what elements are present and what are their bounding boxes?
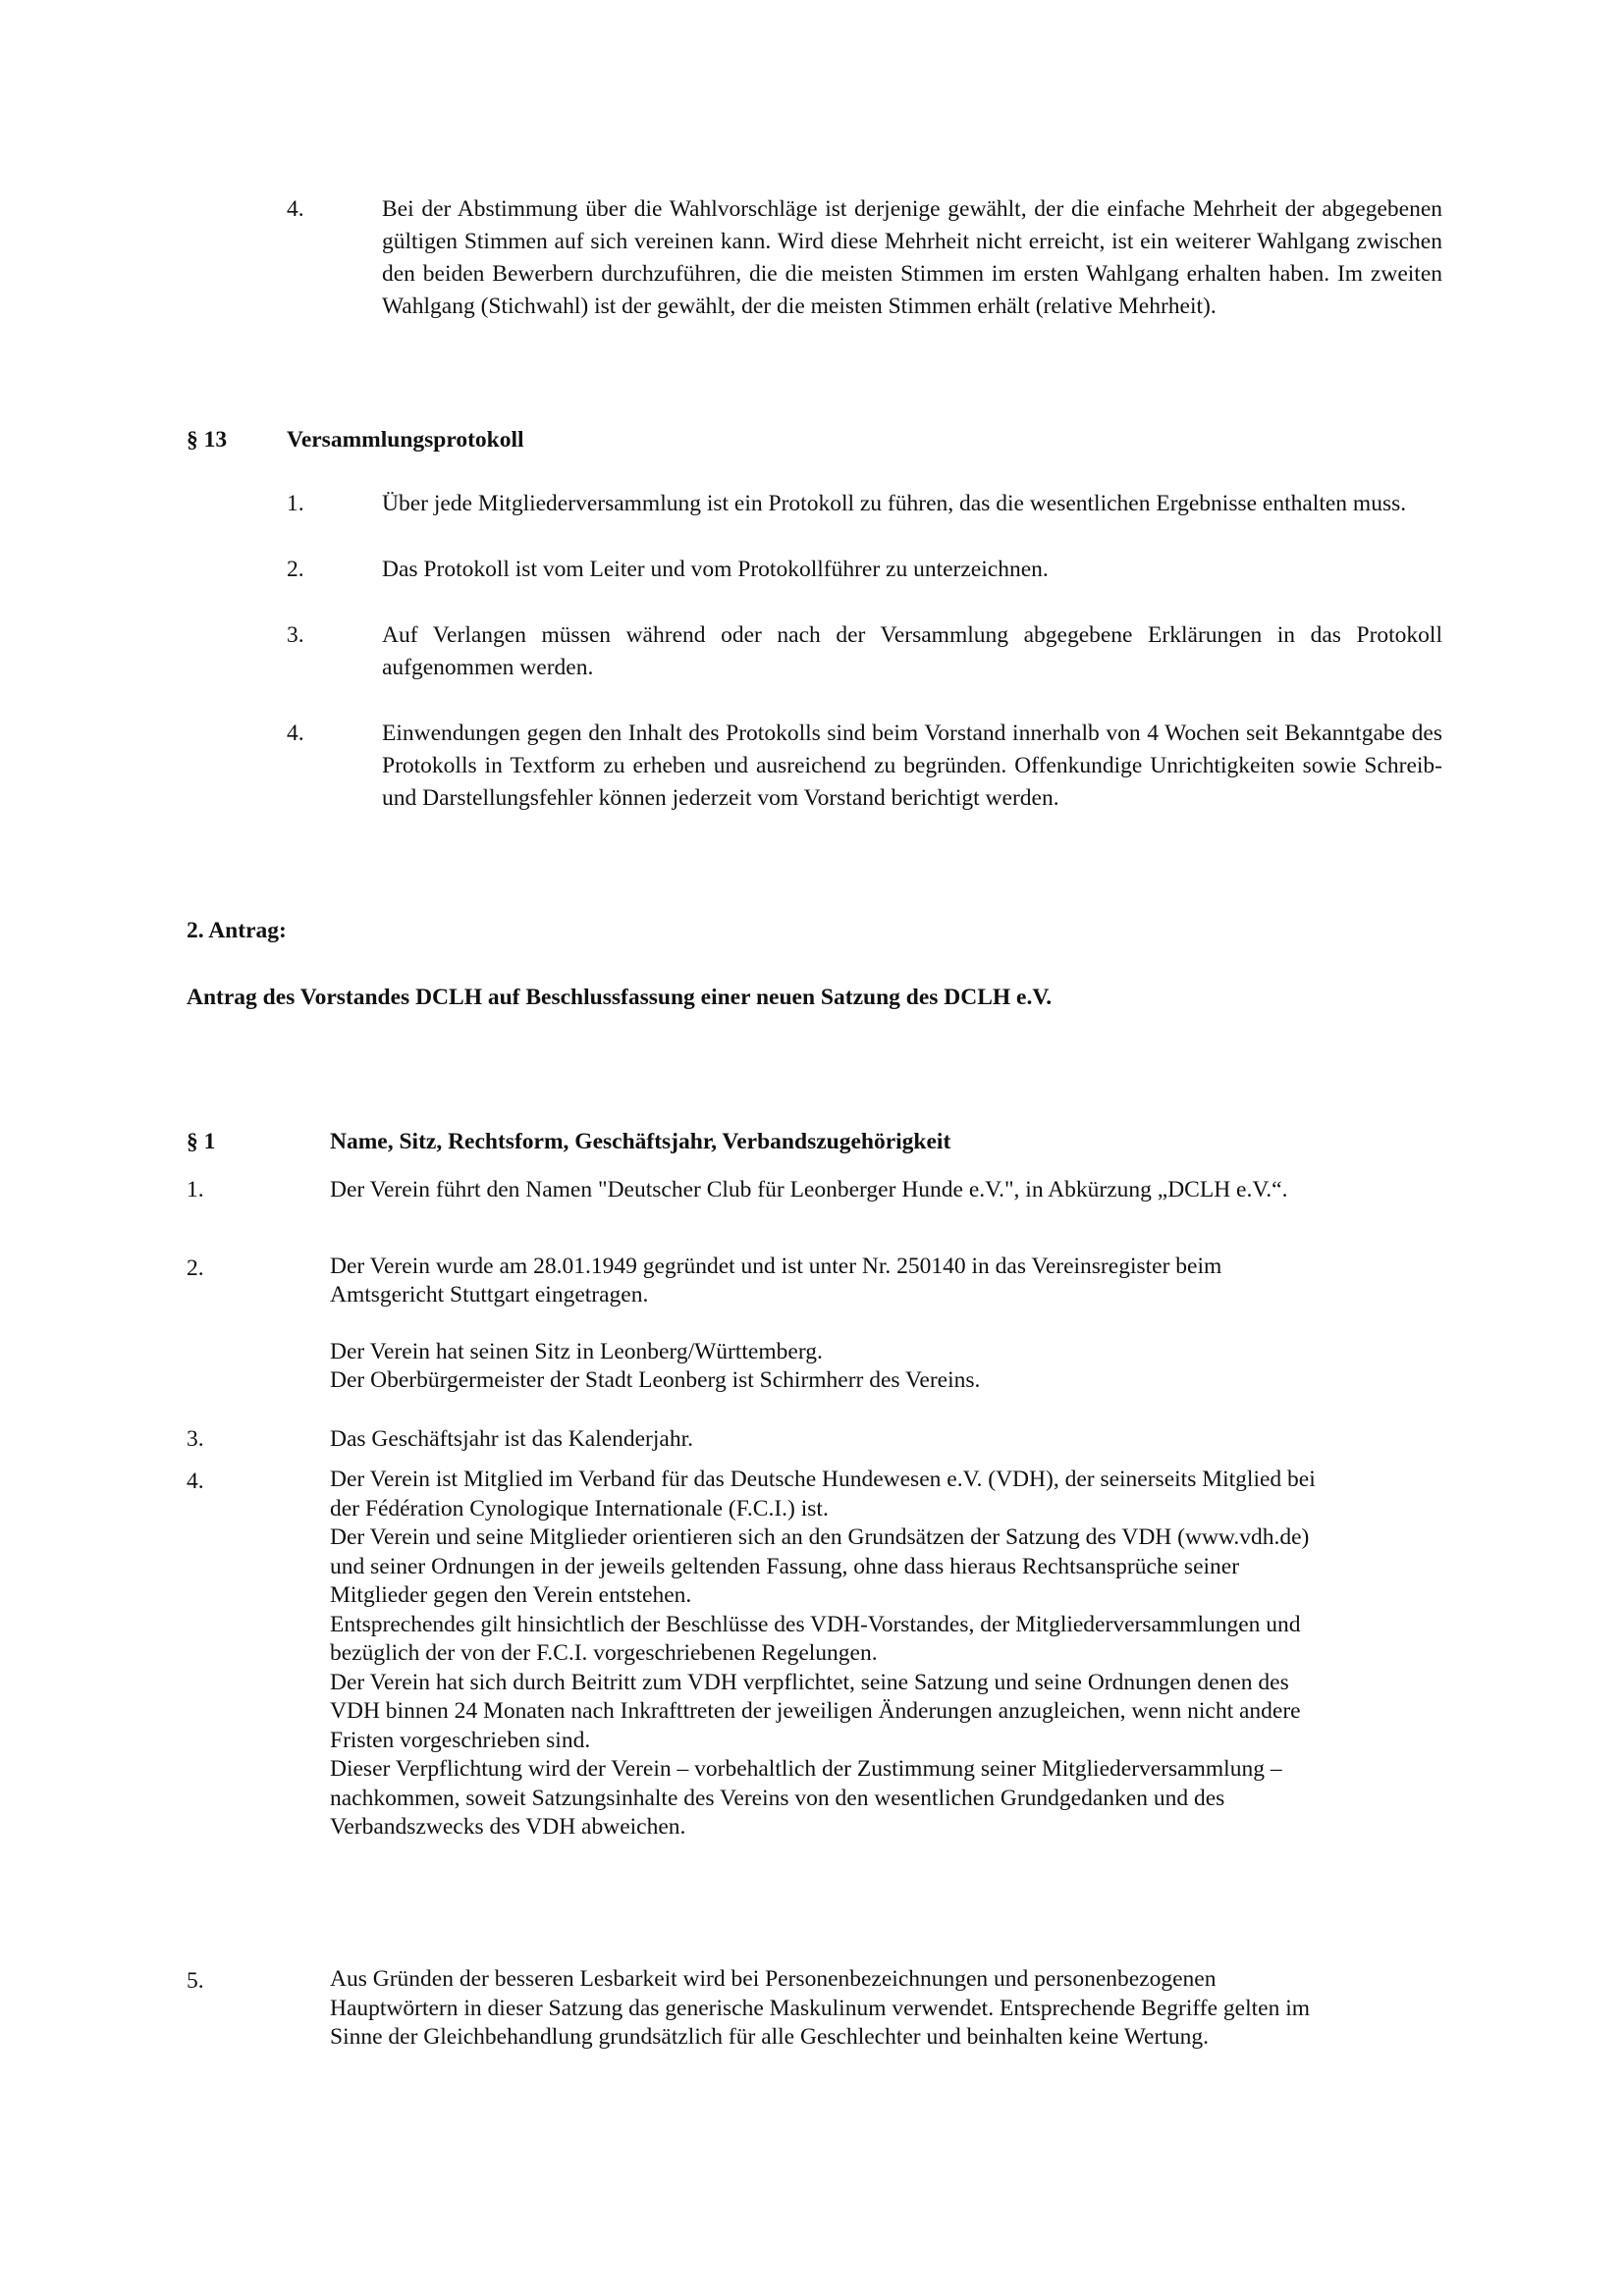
s1-item3-text: Das Geschäftsjahr ist das Kalenderjahr.: [330, 1426, 693, 1452]
s13-item4-text: Einwendungen gegen den Inhalt des Protokolls sind beim Vorstand innerhalb von 4 Wochen seit Bekanntgabe des Protokolls in Textform zu erheben und ausreichend zu begründen. Offenkundige Unrichtigkeiten sowie Schreib- und Darstellungsfehler können jederzeit vom Vorstand berichtigt werden.: [382, 721, 1442, 811]
s1-item2-number: 2.: [187, 1255, 204, 1281]
s1-item4-line: Verbandszwecks des VDH abweichen.: [330, 1814, 686, 1840]
s1-number: § 1: [187, 1129, 216, 1154]
s13-item2-number: 2.: [287, 557, 304, 582]
s12-item4-number: 4.: [287, 196, 304, 222]
s12-item4-text: Bei der Abstimmung über die Wahlvorschläge ist derjenige gewählt, der die einfache Mehrheit der abgegebenen gültigen Stimmen auf sich vereinen kann. Wird diese Mehrheit nicht erreicht, ist ein weiterer Wahlgang zwischen den beiden Bewerbern durchzuführen, die die meisten Stimmen im ersten Wahlgang erhalten haben. Im zweiten Wahlgang (Stichwahl) ist der gewählt, der die meisten Stimmen erhält (relative Mehrheit).: [382, 196, 1442, 319]
s1-item4-line: der Fédération Cynologique Internationale (F.C.I.) ist.: [330, 1495, 829, 1522]
s1-item5-line: Aus Gründen der besseren Lesbarkeit wird bei Personenbezeichnungen und personenbezogenen: [330, 1966, 1217, 1992]
s13-item1-number: 1.: [287, 491, 304, 516]
s1-item5-number: 5.: [187, 1968, 204, 1994]
s1-item5-line: Sinne der Gleichbehandlung grundsätzlich für alle Geschlechter und beinhalten keine Wertung.: [330, 2024, 1209, 2050]
s1-item1-number: 1.: [187, 1177, 204, 1202]
s13-number: § 13: [187, 427, 228, 453]
s1-item4-line: nachkommen, soweit Satzungsinhalte des Vereins von den wesentlichen Grundgedanken und des: [330, 1785, 1225, 1811]
s1-item4-line: Dieser Verpflichtung wird der Verein – vorbehaltlich der Zustimmung seiner Mitgliederversammlung –: [330, 1756, 1282, 1782]
s13-item3-number: 3.: [287, 622, 304, 648]
s1-item4-line: Der Verein und seine Mitglieder orientieren sich an den Grundsätzen der Satzung des VDH (www.vdh.de): [330, 1524, 1310, 1550]
s1-item4-number: 4.: [187, 1468, 204, 1494]
s1-item2-seat-line: Der Oberbürgermeister der Stadt Leonberg ist Schirmherr des Vereins.: [330, 1367, 981, 1393]
s1-item4-line: Entsprechendes gilt hinsichtlich der Beschlüsse des VDH-Vorstandes, der Mitgliederversammlungen und: [330, 1611, 1301, 1637]
s13-item2-text: Das Protokoll ist vom Leiter und vom Protokollführer zu unterzeichnen.: [382, 557, 1049, 582]
s13-item3-text: Auf Verlangen müssen während oder nach der Versammlung abgegebene Erklärungen in das Protokoll aufgenommen werden.: [382, 622, 1442, 680]
s1-item2-line: Amtsgericht Stuttgart eingetragen.: [330, 1282, 649, 1308]
s1-item4-line: Der Verein hat sich durch Beitritt zum VDH verpflichtet, seine Satzung und seine Ordnungen denen des: [330, 1669, 1289, 1695]
s13-title: Versammlungsprotokoll: [287, 427, 524, 453]
s1-item4-line: Der Verein ist Mitglied im Verband für das Deutsche Hundewesen e.V. (VDH), der seinerseits Mitglied bei: [330, 1467, 1316, 1492]
s1-item4-line: und seiner Ordnungen in der jeweils geltenden Fassung, ohne dass hieraus Rechtsansprüche seiner: [330, 1553, 1240, 1579]
antrag-heading: 2. Antrag:: [187, 918, 287, 943]
antrag-subheading: Antrag des Vorstandes DCLH auf Beschlussfassung einer neuen Satzung des DCLH e.V.: [187, 985, 1053, 1010]
s13-item1-text: Über jede Mitgliederversammlung ist ein Protokoll zu führen, das die wesentlichen Ergebnisse enthalten muss.: [382, 491, 1407, 516]
s1-item5-text: [330, 1965, 1449, 2053]
s1-item5-line: Hauptwörtern in dieser Satzung das generische Maskulinum verwendet. Entsprechende Begriffe gelten im: [330, 1995, 1311, 2021]
s1-item3-number: 3.: [187, 1426, 204, 1452]
s1-item4-line: Mitglieder gegen den Verein entstehen.: [330, 1582, 692, 1608]
s1-item4-line: bezüglich der von der F.C.I. vorgeschriebenen Regelungen.: [330, 1640, 878, 1666]
s1-item2-text: [330, 1253, 1449, 1309]
s13-item4-number: 4.: [287, 721, 304, 746]
s1-item4-line: VDH binnen 24 Monaten nach Inkrafttreten der jeweiligen Änderungen anzugleichen, wenn nicht andere: [330, 1698, 1301, 1724]
s1-item2-line: Der Verein wurde am 28.01.1949 gegründet und ist unter Nr. 250140 in das Vereinsregister beim: [330, 1254, 1222, 1279]
s1-item1-text: Der Verein führt den Namen "Deutscher Club für Leonberger Hunde e.V.", in Abkürzung „DCLH e.V.“.: [330, 1177, 1288, 1202]
s1-item4-line: Fristen vorgeschrieben sind.: [330, 1727, 591, 1753]
s1-item2-seat-line: Der Verein hat seinen Sitz in Leonberg/Württemberg.: [330, 1339, 823, 1364]
s1-item2-seat-text: [330, 1338, 1449, 1395]
s1-title: Name, Sitz, Rechtsform, Geschäftsjahr, Verbandszugehörigkeit: [330, 1129, 951, 1154]
s1-item4-text: [330, 1466, 1449, 1842]
